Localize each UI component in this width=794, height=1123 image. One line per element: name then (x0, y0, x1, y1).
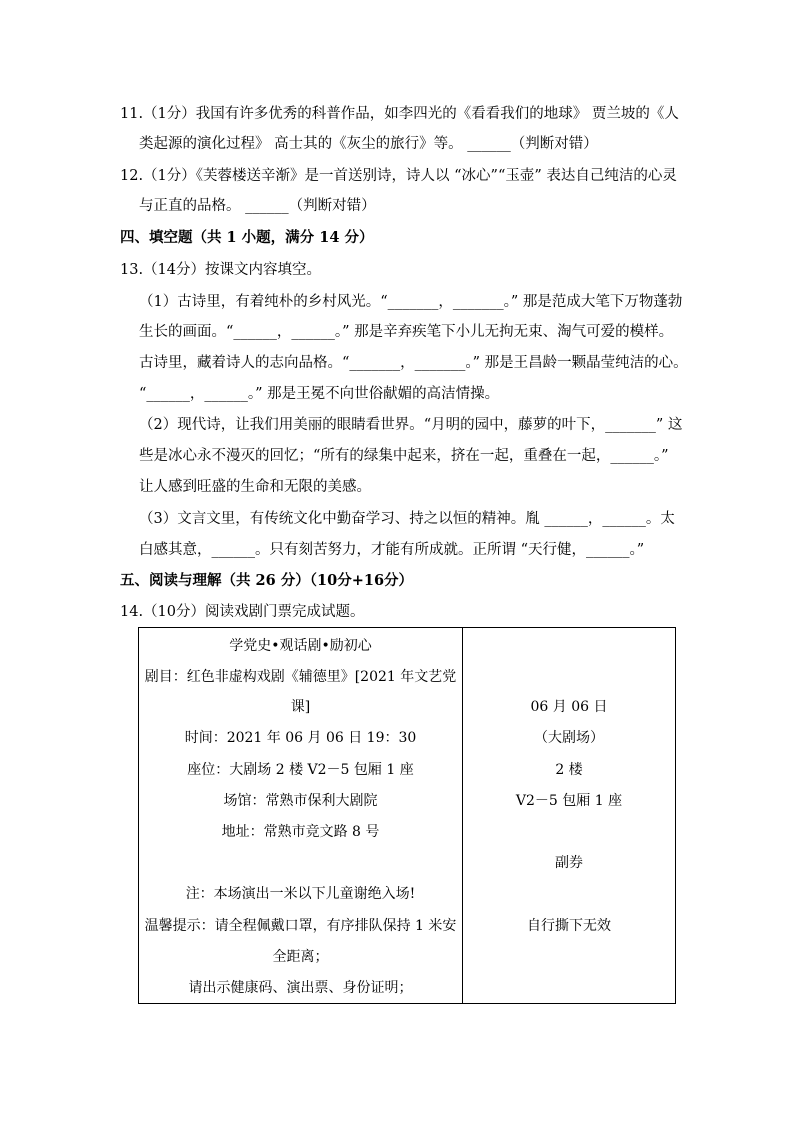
ticket-header: 学党史•观话剧•励初心 (229, 638, 372, 654)
question-13-line-5: （2）现代诗，让我们用美丽的眼睛看世界。“月明的园中，藤萝的叶下，_______” 这 (139, 417, 683, 433)
question-12-line-2: 与正直的品格。 ______（判断对错） (139, 198, 376, 214)
stub-date: 06 月 06 日 (530, 699, 608, 715)
ticket-title-line-2: 课] (290, 699, 311, 715)
ticket-title-line-1: 剧目：红色非虚构戏剧《辅德里》[2021 年文艺党 (144, 669, 457, 685)
question-14-stem: 14.（10分）阅读戏剧门票完成试题。 (120, 604, 365, 620)
ticket-address: 地址：常熟市竞文路 8 号 (221, 824, 380, 840)
section-4-title: 四、填空题（共 1 小题，满分 14 分） (120, 229, 374, 246)
ticket-tip-line-1: 温馨提示：请全程佩戴口罩，有序排队保持 1 米安 (144, 918, 457, 934)
question-13-line-2: 生长的画面。“______，______。” 那是辛弃疾笔下小儿无拘无束、淘气可爱的模样。 (139, 324, 674, 340)
ticket-divider (462, 628, 463, 1003)
ticket-seat: 座位：大剧场 2 楼 V2－5 包厢 1 座 (187, 762, 414, 778)
question-11-line-2: 类起源的演化过程》 高士其的《灰尘的旅行》等。 ______（判断对错） (139, 136, 598, 152)
ticket-tip-line-2: 全距离； (272, 949, 329, 965)
section-5-title: 五、阅读与理解（共 26 分）（10分+16分） (120, 572, 414, 589)
stub-hall: （大剧场） (534, 730, 604, 746)
question-13-line-1: （1）古诗里，有着纯朴的乡村风光。“_______，_______。” 那是范成大笔下万物蓬勃 (139, 294, 683, 310)
question-13-line-4: “______，______。” 那是王冕不向世俗献媚的高洁情操。 (139, 386, 500, 402)
ticket-time: 时间：2021 年 06 月 06 日 19：30 (184, 730, 417, 746)
question-13-line-9: 白感其意，______。只有刻苦努力，才能有所成就。正所谓 “天行健，______。” (139, 542, 645, 558)
question-11-line-1: 11.（1分）我国有许多优秀的科普作品，如李四光的《看看我们的地球》 贾兰坡的《人 (120, 106, 679, 122)
question-12-line-1: 12.（1分）《芙蓉楼送辛渐》是一首送别诗，诗人以 “冰心”“玉壶” 表达自己纯洁的心灵 (120, 168, 677, 184)
ticket-note: 注：本场演出一米以下儿童谢绝入场! (185, 886, 416, 902)
question-13-line-8: （3）文言文里，有传统文化中勤奋学习、持之以恒的精神。胤 ______，______。太 (139, 511, 675, 527)
question-13-line-3: 古诗里，藏着诗人的志向品格。“_______，_______。” 那是王昌龄一颗晶莹纯洁的心。 (139, 355, 688, 371)
question-13-line-7: 让人感到旺盛的生命和无限的美感。 (139, 479, 371, 495)
stub-seat: V2－5 包厢 1 座 (515, 793, 623, 809)
stub-label: 副券 (555, 855, 583, 871)
stub-invalid-note: 自行撕下无效 (527, 918, 611, 934)
ticket-venue: 场馆：常熟市保利大剧院 (223, 793, 378, 809)
question-13-line-6: 些是冰心永不漫灭的回忆；“所有的绿集中起来，挤在一起，重叠在一起，______。” (139, 448, 669, 464)
ticket-tip-line-3: 请出示健康码、演出票、身份证明； (188, 980, 413, 996)
question-13-stem: 13.（14分）按课文内容填空。 (120, 262, 322, 278)
stub-floor: 2 楼 (555, 762, 583, 778)
theater-ticket (138, 627, 676, 1004)
